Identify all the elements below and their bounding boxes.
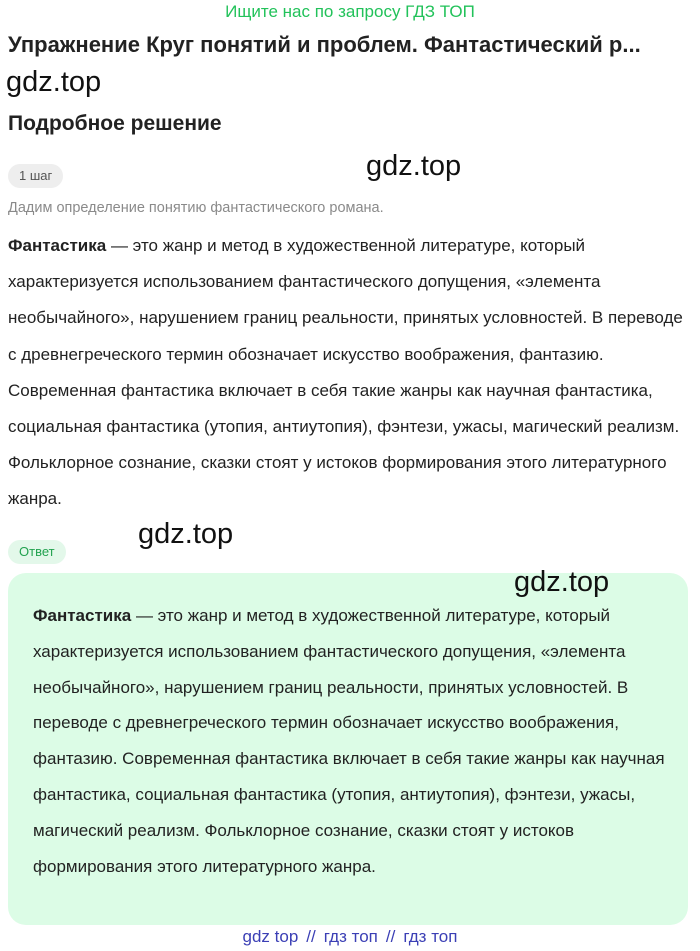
- solution-heading: Подробное решение: [8, 112, 222, 135]
- watermark: gdz.top: [138, 518, 234, 550]
- footer-separator: //: [385, 927, 396, 946]
- watermark: gdz.top: [514, 566, 610, 598]
- step-badge: 1 шаг: [8, 164, 63, 188]
- footer-link[interactable]: gdz top: [242, 927, 299, 946]
- search-promo-text: Ищите нас по запросу ГДЗ ТОП: [225, 2, 475, 21]
- solution-body: — это жанр и метод в художественной литературе, который характеризуется использованием фантастического допущения, «элемента необычайного», нарушением границ реальности, принятых условностей. В переводе с древнегреческого термин обозначает искусство воображения, фантазию. Современная фантастика включает в себя такие жанры как научная фантастика, социальная фантастика (утопия, антиутопия), фэнтези, ужасы, магический реализм. Фольклорное сознание, сказки стоят у истоков формирования этого литературного жанра.: [8, 236, 683, 509]
- answer-badge: Ответ: [8, 540, 66, 564]
- footer-link[interactable]: гдз топ: [323, 927, 378, 946]
- solution-text: [8, 228, 688, 518]
- solution-term: Фантастика: [8, 236, 107, 255]
- watermark: gdz.top: [6, 66, 102, 98]
- page-title: Упражнение Круг понятий и проблем. Фантастический р...: [8, 32, 641, 57]
- footer-links: [0, 927, 700, 947]
- step-hint: Дадим определение понятию фантастического романа.: [8, 200, 384, 216]
- answer-term: Фантастика: [33, 606, 132, 625]
- answer-body: — это жанр и метод в художественной литературе, который характеризуется использованием фантастического допущения, «элемента необычайного», нарушением границ реальности, принятых условностей. В переводе с древнегреческого термин обозначает искусство воображения, фантазию. Современная фантастика включает в себя такие жанры как научная фантастика, социальная фантастика (утопия, антиутопия), фэнтези, ужасы, магический реализм. Фольклорное сознание, сказки стоят у истоков формирования этого литературного жанра.: [33, 606, 665, 876]
- answer-text: [33, 598, 673, 884]
- watermark: gdz.top: [366, 150, 462, 182]
- footer-separator: //: [306, 927, 316, 946]
- footer-link[interactable]: гдз топ: [403, 927, 458, 946]
